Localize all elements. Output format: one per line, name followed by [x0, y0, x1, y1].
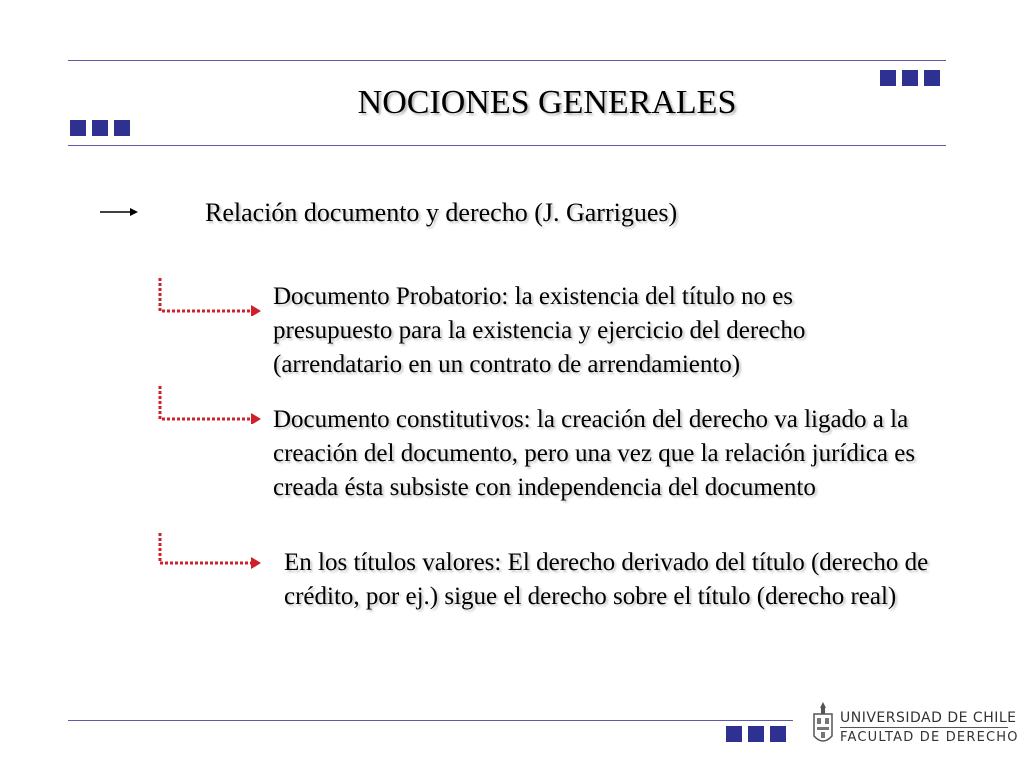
accent-square — [70, 120, 86, 136]
bottom-rule — [68, 720, 793, 721]
bottom-squares — [726, 726, 786, 742]
logo-university-name: UNIVERSIDAD DE CHILE — [840, 710, 1017, 726]
accent-square — [770, 726, 786, 742]
accent-square — [748, 726, 764, 742]
accent-square — [726, 726, 742, 742]
university-logo — [812, 700, 1019, 750]
dotted-elbow-arrow-icon — [155, 531, 265, 571]
accent-square — [114, 120, 130, 136]
top-rule — [68, 60, 946, 61]
point-constitutivos: Documento constitutivos: la creación del derecho va ligado a la creación del documento, pero una vez que la relación jurídica es creada ésta subsiste con independencia del documento — [273, 406, 916, 501]
dotted-elbow-arrow-icon — [155, 384, 265, 424]
slide-subtitle: Relación documento y derecho (J. Garrigues) — [205, 198, 678, 227]
arrow-right-icon — [100, 205, 140, 219]
slide-title: NOCIONES GENERALES — [357, 84, 737, 121]
point-titulos-valores: En los títulos valores: El derecho derivado del título (derecho de crédito, por ej.) sigue el derecho sobre el título (derecho real) — [284, 549, 929, 610]
logo-divider — [840, 727, 1008, 728]
university-crest-icon — [812, 702, 834, 748]
logo-faculty-name: FACULTAD DE DERECHO — [840, 730, 1019, 745]
accent-square — [92, 120, 108, 136]
left-title-squares — [70, 120, 130, 136]
dotted-elbow-arrow-icon — [155, 276, 265, 316]
title-underline-rule — [68, 145, 946, 146]
point-probatorio: Documento Probatorio: la existencia del título no es presupuesto para la existencia y ejercicio del derecho (arrendatario en un contrato de arrendamiento) — [273, 283, 806, 378]
